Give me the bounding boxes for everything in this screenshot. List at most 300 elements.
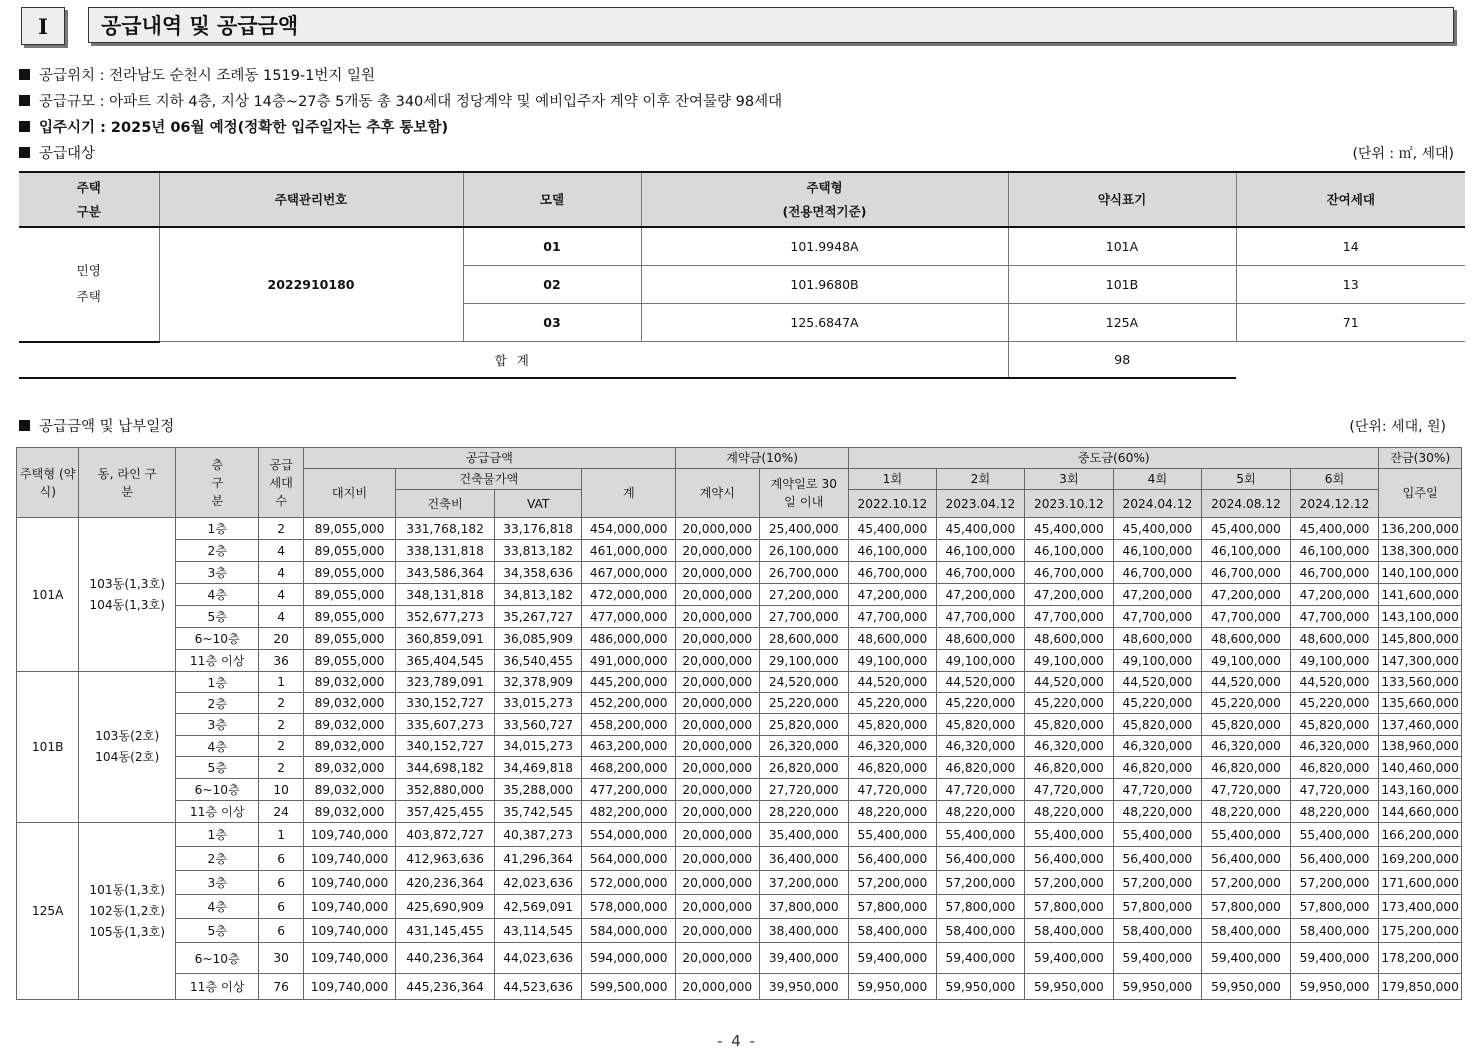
header-building: 건축물가액 [396,469,582,490]
table-row [17,895,1462,919]
middle-3-cell: 45,400,000 [1025,518,1114,540]
middle-2-cell: 57,800,000 [936,895,1025,919]
middle-6-cell: 45,820,000 [1290,714,1379,736]
bullet-price-section: 공급금액 및 납부일정 [19,415,174,436]
floor-cell: 6~10층 [175,628,259,650]
middle-1-cell: 46,320,000 [849,736,937,757]
contract-30d-cell: 37,800,000 [759,895,849,919]
floor-cell: 11층 이상 [175,974,259,1000]
section-number: I [21,7,65,45]
middle-4-cell: 45,820,000 [1113,714,1202,736]
contract-at-cell: 20,000,000 [676,779,760,801]
vat-cell: 40,387,273 [494,823,582,847]
bullet-square-icon [19,147,30,158]
floor-cell: 1층 [175,672,259,693]
middle-1-cell: 56,400,000 [849,847,937,871]
units-cell: 1 [259,823,303,847]
contract-at-cell: 20,000,000 [676,540,760,562]
construction-cell: 335,607,273 [396,714,495,736]
category-cell: 민영 주택 [19,227,159,342]
header-date-1: 2022.10.12 [849,490,937,518]
dong-line-text: 103동(2호) [95,729,160,743]
header-contract: 계약금(10%) [676,448,849,469]
total-cell: 467,000,000 [582,562,676,584]
header-date-6: 2024.12.12 [1290,490,1379,518]
middle-1-cell: 47,700,000 [849,606,937,628]
middle-2-cell: 55,400,000 [936,823,1025,847]
balance-cell: 136,200,000 [1379,518,1462,540]
units-cell: 2 [259,693,303,714]
middle-5-cell: 47,720,000 [1202,779,1291,801]
floor-cell: 6~10층 [175,943,259,974]
header-supply: 공급금액 [303,448,675,469]
table-row [17,801,1462,823]
middle-4-cell: 45,400,000 [1113,518,1202,540]
bullet-scale: 공급규모 : 아파트 지하 4층, 지상 14층~27층 5개동 총 340세대 정당계약 및 예비입주자 계약 이후 잔여물량 98세대 [19,90,782,111]
construction-cell: 352,880,000 [396,779,495,801]
vat-cell: 35,742,545 [494,801,582,823]
construction-cell: 331,768,182 [396,518,495,540]
header-inst-5: 5회 [1202,469,1291,490]
total-row [19,342,1465,378]
supply-table [19,171,1465,379]
unit-label-1: (단위 : ㎡, 세대) [1352,146,1454,162]
contract-30d-cell: 24,520,000 [759,672,849,693]
land-cell: 89,032,000 [303,779,396,801]
table-row [19,227,1465,266]
total-cell: 477,000,000 [582,606,676,628]
model-cell: 03 [463,304,641,342]
middle-4-cell: 46,820,000 [1113,757,1202,779]
middle-3-cell: 59,950,000 [1025,974,1114,1000]
middle-4-cell: 55,400,000 [1113,823,1202,847]
middle-5-cell: 48,220,000 [1202,801,1291,823]
construction-cell: 352,677,273 [396,606,495,628]
middle-4-cell: 58,400,000 [1113,919,1202,943]
floor-cell: 5층 [175,606,259,628]
house-type-cell: 125A [17,823,79,1000]
middle-4-cell: 47,720,000 [1113,779,1202,801]
contract-30d-cell: 27,720,000 [759,779,849,801]
dong-line-cell [79,823,176,1000]
middle-3-cell: 48,220,000 [1025,801,1114,823]
contract-at-cell: 20,000,000 [676,871,760,895]
remain-cell: 13 [1236,266,1465,304]
middle-5-cell: 57,200,000 [1202,871,1291,895]
bullet-square-icon [19,95,30,106]
price-table [16,447,1462,1000]
total-label: 합 계 [19,342,1008,378]
table-row [17,823,1462,847]
land-cell: 109,740,000 [303,823,396,847]
vat-cell: 41,296,364 [494,847,582,871]
abbr-cell: 101B [1008,266,1236,304]
header-htype: 주택형 (약식) [17,448,79,518]
contract-at-cell: 20,000,000 [676,628,760,650]
balance-cell: 138,960,000 [1379,736,1462,757]
middle-3-cell: 47,720,000 [1025,779,1114,801]
contract-30d-cell: 29,100,000 [759,650,849,672]
floor-cell: 5층 [175,757,259,779]
middle-3-cell: 46,100,000 [1025,540,1114,562]
floor-cell: 11층 이상 [175,801,259,823]
balance-cell: 169,200,000 [1379,847,1462,871]
middle-2-cell: 47,200,000 [936,584,1025,606]
floor-cell: 3층 [175,871,259,895]
contract-at-cell: 20,000,000 [676,518,760,540]
table-header-row [19,172,1465,227]
balance-cell: 138,300,000 [1379,540,1462,562]
vat-cell: 32,378,909 [494,672,582,693]
land-cell: 89,055,000 [303,540,396,562]
header-inst-6: 6회 [1290,469,1379,490]
table-row [17,847,1462,871]
construction-cell: 431,145,455 [396,919,495,943]
units-cell: 24 [259,801,303,823]
contract-30d-cell: 37,200,000 [759,871,849,895]
middle-4-cell: 49,100,000 [1113,650,1202,672]
header-date-2: 2023.04.12 [936,490,1025,518]
total-cell: 491,000,000 [582,650,676,672]
balance-cell: 147,300,000 [1379,650,1462,672]
header-dong: 동, 라인 구분 [79,448,176,518]
header-date-5: 2024.08.12 [1202,490,1291,518]
dong-line-cell [79,518,176,672]
units-cell: 1 [259,672,303,693]
middle-6-cell: 48,600,000 [1290,628,1379,650]
dong-line-text: 105동(1,3호) [89,924,166,939]
table-row [17,540,1462,562]
mgmt-no-cell: 2022910180 [159,227,463,342]
middle-5-cell: 44,520,000 [1202,672,1291,693]
house-cell: 101.9680B [641,266,1008,304]
vat-cell: 34,358,636 [494,562,582,584]
balance-cell: 145,800,000 [1379,628,1462,650]
middle-1-cell: 45,400,000 [849,518,937,540]
bullet-target: 공급대상 [19,142,95,163]
dong-line-text: 104동(1,3호) [89,597,166,612]
middle-1-cell: 46,100,000 [849,540,937,562]
total-cell: 554,000,000 [582,823,676,847]
middle-5-cell: 47,200,000 [1202,584,1291,606]
middle-6-cell: 46,100,000 [1290,540,1379,562]
total-cell: 463,200,000 [582,736,676,757]
middle-5-cell: 47,700,000 [1202,606,1291,628]
balance-cell: 140,460,000 [1379,757,1462,779]
contract-30d-cell: 28,220,000 [759,801,849,823]
construction-cell: 365,404,545 [396,650,495,672]
units-cell: 2 [259,518,303,540]
balance-cell: 143,160,000 [1379,779,1462,801]
middle-6-cell: 59,400,000 [1290,943,1379,974]
vat-cell: 34,813,182 [494,584,582,606]
construction-cell: 348,131,818 [396,584,495,606]
bullet-location: 공급위치 : 전라남도 순천시 조례동 1519-1번지 일원 [19,64,375,85]
section-title: 공급내역 및 공급금액 [88,7,1454,43]
vat-cell: 35,267,727 [494,606,582,628]
contract-30d-cell: 35,400,000 [759,823,849,847]
middle-4-cell: 46,100,000 [1113,540,1202,562]
middle-1-cell: 46,820,000 [849,757,937,779]
units-cell: 2 [259,757,303,779]
contract-at-cell: 20,000,000 [676,693,760,714]
floor-cell: 4층 [175,584,259,606]
middle-2-cell: 45,820,000 [936,714,1025,736]
balance-cell: 171,600,000 [1379,871,1462,895]
vat-cell: 34,469,818 [494,757,582,779]
total-cell: 599,500,000 [582,974,676,1000]
middle-3-cell: 59,400,000 [1025,943,1114,974]
header-total: 계 [582,469,676,518]
land-cell: 89,055,000 [303,562,396,584]
middle-6-cell: 44,520,000 [1290,672,1379,693]
units-cell: 76 [259,974,303,1000]
contract-at-cell: 20,000,000 [676,757,760,779]
middle-2-cell: 46,100,000 [936,540,1025,562]
land-cell: 109,740,000 [303,974,396,1000]
contract-at-cell: 20,000,000 [676,714,760,736]
dong-line-text: 101동(1,3호) [89,882,166,897]
middle-1-cell: 58,400,000 [849,919,937,943]
header-inst-4: 4회 [1113,469,1202,490]
middle-4-cell: 59,950,000 [1113,974,1202,1000]
middle-3-cell: 56,400,000 [1025,847,1114,871]
middle-4-cell: 47,200,000 [1113,584,1202,606]
middle-2-cell: 46,820,000 [936,757,1025,779]
middle-2-cell: 58,400,000 [936,919,1025,943]
units-cell: 2 [259,714,303,736]
vat-cell: 33,813,182 [494,540,582,562]
header-date-3: 2023.10.12 [1025,490,1114,518]
contract-at-cell: 20,000,000 [676,650,760,672]
contract-30d-cell: 25,400,000 [759,518,849,540]
header-floor: 층 구분 [175,448,259,518]
middle-1-cell: 47,720,000 [849,779,937,801]
contract-30d-cell: 25,820,000 [759,714,849,736]
header-type: 주택 구분 [19,172,159,227]
contract-30d-cell: 26,820,000 [759,757,849,779]
construction-cell: 323,789,091 [396,672,495,693]
total-cell: 452,200,000 [582,693,676,714]
balance-cell: 140,100,000 [1379,562,1462,584]
middle-6-cell: 55,400,000 [1290,823,1379,847]
balance-cell: 133,560,000 [1379,672,1462,693]
land-cell: 109,740,000 [303,871,396,895]
dong-line-text: 103동(1,3호) [89,576,166,591]
middle-3-cell: 44,520,000 [1025,672,1114,693]
header-balance: 잔금(30%) [1379,448,1462,469]
balance-cell: 144,660,000 [1379,801,1462,823]
table-row [17,650,1462,672]
land-cell: 109,740,000 [303,943,396,974]
middle-1-cell: 47,200,000 [849,584,937,606]
total-value: 98 [1008,342,1236,378]
header-date-4: 2024.04.12 [1113,490,1202,518]
middle-3-cell: 46,700,000 [1025,562,1114,584]
contract-at-cell: 20,000,000 [676,606,760,628]
floor-cell: 11층 이상 [175,650,259,672]
contract-at-cell: 20,000,000 [676,672,760,693]
middle-1-cell: 59,400,000 [849,943,937,974]
total-cell: 578,000,000 [582,895,676,919]
header-constr: 건축비 [396,490,495,518]
header-abbr: 약식표기 [1008,172,1236,227]
house-cell: 125.6847A [641,304,1008,342]
middle-5-cell: 45,220,000 [1202,693,1291,714]
units-cell: 30 [259,943,303,974]
vat-cell: 43,114,545 [494,919,582,943]
middle-4-cell: 48,220,000 [1113,801,1202,823]
middle-6-cell: 45,400,000 [1290,518,1379,540]
total-cell: 486,000,000 [582,628,676,650]
middle-5-cell: 56,400,000 [1202,847,1291,871]
middle-6-cell: 46,820,000 [1290,757,1379,779]
middle-6-cell: 59,950,000 [1290,974,1379,1000]
middle-4-cell: 57,800,000 [1113,895,1202,919]
header-vat: VAT [494,490,582,518]
land-cell: 89,055,000 [303,650,396,672]
construction-cell: 412,963,636 [396,847,495,871]
model-cell: 01 [463,227,641,266]
middle-2-cell: 45,220,000 [936,693,1025,714]
middle-5-cell: 49,100,000 [1202,650,1291,672]
middle-5-cell: 46,820,000 [1202,757,1291,779]
table-row [17,584,1462,606]
middle-5-cell: 58,400,000 [1202,919,1291,943]
table-row [17,693,1462,714]
balance-cell: 143,100,000 [1379,606,1462,628]
middle-6-cell: 49,100,000 [1290,650,1379,672]
middle-2-cell: 46,320,000 [936,736,1025,757]
middle-5-cell: 59,400,000 [1202,943,1291,974]
middle-4-cell: 48,600,000 [1113,628,1202,650]
total-cell: 472,000,000 [582,584,676,606]
contract-at-cell: 20,000,000 [676,943,760,974]
middle-6-cell: 47,700,000 [1290,606,1379,628]
middle-4-cell: 57,200,000 [1113,871,1202,895]
middle-4-cell: 44,520,000 [1113,672,1202,693]
contract-30d-cell: 39,400,000 [759,943,849,974]
contract-at-cell: 20,000,000 [676,823,760,847]
land-cell: 89,055,000 [303,518,396,540]
middle-1-cell: 45,220,000 [849,693,937,714]
construction-cell: 338,131,818 [396,540,495,562]
units-cell: 4 [259,540,303,562]
floor-cell: 4층 [175,736,259,757]
unit-label-2: (단위: 세대, 원) [1349,419,1446,435]
middle-6-cell: 47,720,000 [1290,779,1379,801]
middle-2-cell: 57,200,000 [936,871,1025,895]
land-cell: 89,055,000 [303,628,396,650]
contract-30d-cell: 26,700,000 [759,562,849,584]
bullet-square-icon [19,121,30,132]
balance-cell: 175,200,000 [1379,919,1462,943]
contract-at-cell: 20,000,000 [676,584,760,606]
balance-cell: 166,200,000 [1379,823,1462,847]
middle-3-cell: 58,400,000 [1025,919,1114,943]
middle-6-cell: 45,220,000 [1290,693,1379,714]
balance-cell: 135,660,000 [1379,693,1462,714]
vat-cell: 34,015,273 [494,736,582,757]
units-cell: 36 [259,650,303,672]
middle-6-cell: 46,700,000 [1290,562,1379,584]
units-cell: 4 [259,584,303,606]
total-cell: 468,200,000 [582,757,676,779]
middle-3-cell: 46,320,000 [1025,736,1114,757]
middle-5-cell: 46,700,000 [1202,562,1291,584]
header-inst-3: 3회 [1025,469,1114,490]
house-type-cell: 101B [17,672,79,823]
middle-6-cell: 46,320,000 [1290,736,1379,757]
middle-6-cell: 48,220,000 [1290,801,1379,823]
vat-cell: 36,085,909 [494,628,582,650]
construction-cell: 360,859,091 [396,628,495,650]
table-row [17,714,1462,736]
header-land: 대지비 [303,469,396,518]
middle-1-cell: 55,400,000 [849,823,937,847]
units-cell: 6 [259,871,303,895]
floor-cell: 2층 [175,847,259,871]
middle-1-cell: 49,100,000 [849,650,937,672]
middle-6-cell: 47,200,000 [1290,584,1379,606]
contract-30d-cell: 39,950,000 [759,974,849,1000]
contract-30d-cell: 38,400,000 [759,919,849,943]
land-cell: 89,032,000 [303,801,396,823]
balance-cell: 179,850,000 [1379,974,1462,1000]
floor-cell: 5층 [175,919,259,943]
middle-3-cell: 45,820,000 [1025,714,1114,736]
remain-cell: 71 [1236,304,1465,342]
units-cell: 20 [259,628,303,650]
vat-cell: 42,569,091 [494,895,582,919]
house-cell: 101.9948A [641,227,1008,266]
table-row [17,757,1462,779]
units-cell: 2 [259,736,303,757]
middle-4-cell: 46,320,000 [1113,736,1202,757]
land-cell: 89,032,000 [303,693,396,714]
units-cell: 4 [259,606,303,628]
contract-at-cell: 20,000,000 [676,801,760,823]
contract-30d-cell: 26,100,000 [759,540,849,562]
table-row [17,628,1462,650]
vat-cell: 33,176,818 [494,518,582,540]
construction-cell: 330,152,727 [396,693,495,714]
bullet-square-icon [19,420,30,431]
model-cell: 02 [463,266,641,304]
units-cell: 10 [259,779,303,801]
middle-2-cell: 59,400,000 [936,943,1025,974]
total-cell: 572,000,000 [582,871,676,895]
land-cell: 89,032,000 [303,736,396,757]
contract-at-cell: 20,000,000 [676,562,760,584]
contract-at-cell: 20,000,000 [676,847,760,871]
middle-4-cell: 47,700,000 [1113,606,1202,628]
middle-1-cell: 45,820,000 [849,714,937,736]
contract-30d-cell: 25,220,000 [759,693,849,714]
contract-at-cell: 20,000,000 [676,895,760,919]
total-cell: 461,000,000 [582,540,676,562]
land-cell: 89,055,000 [303,606,396,628]
land-cell: 89,032,000 [303,672,396,693]
vat-cell: 35,288,000 [494,779,582,801]
units-cell: 6 [259,919,303,943]
total-cell: 477,200,000 [582,779,676,801]
middle-4-cell: 59,400,000 [1113,943,1202,974]
contract-at-cell: 20,000,000 [676,974,760,1000]
middle-3-cell: 55,400,000 [1025,823,1114,847]
table-row [17,518,1462,540]
page-number: - 4 - [717,1032,757,1050]
